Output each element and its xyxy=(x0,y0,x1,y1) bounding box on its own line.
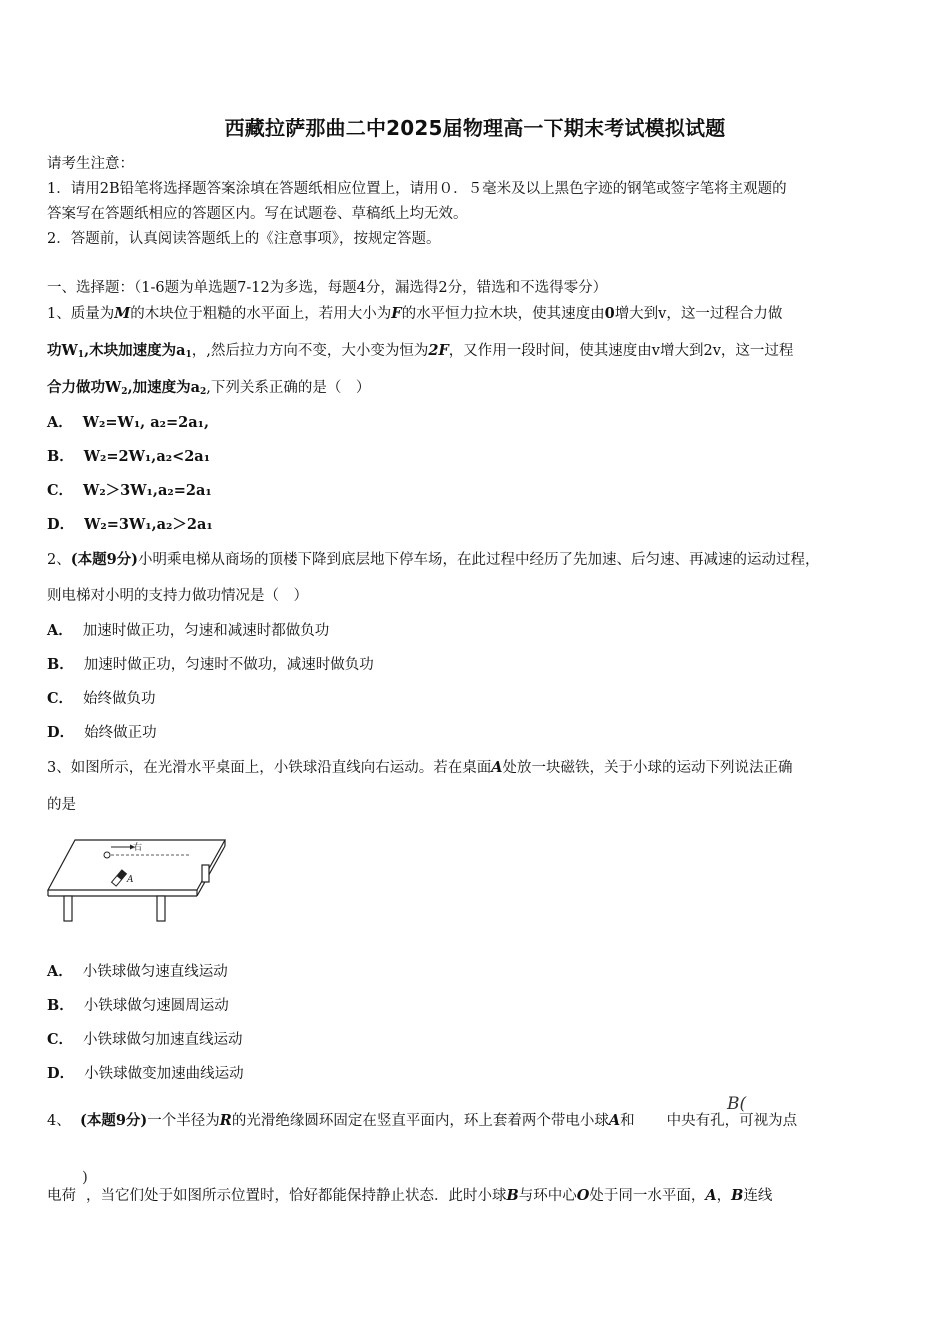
notice-heading: 请考生注意： xyxy=(47,156,134,172)
q1-line-2: 功$W_1$,木块加速度为$a_1$，,然后拉力方向不变，大小变为恒为2F，又作用一段时间，使其速度由v增大到2v，这一过程 xyxy=(47,342,794,360)
notice-line-1: 1．请用2B铅笔将选择题答案涂填在答题纸相应位置上，请用０．５毫米及以上黑色字迹的钢笔或签字笔将主观题的 xyxy=(47,181,787,197)
q3-option-d[interactable]: D． 小铁球做变加速曲线运动 xyxy=(47,1065,244,1082)
q1-option-a[interactable]: A． W₂=W₁, a₂=2a₁, xyxy=(47,414,210,431)
table-leg-back-right xyxy=(202,865,209,882)
magnet-label: A xyxy=(127,875,134,885)
q1-option-c[interactable]: C． W₂＞3W₁,a₂=2a₁ xyxy=(47,482,212,499)
q2-option-a[interactable]: A． 加速时做正功，匀速和减速时都做负功 xyxy=(47,622,330,639)
q2-option-c[interactable]: C． 始终做负功 xyxy=(47,690,156,707)
q3-line-2: 的是 xyxy=(47,797,76,813)
q2-option-b[interactable]: B． 加速时做正功，匀速时不做功，减速时做负功 xyxy=(47,656,374,673)
q2-line-2: 则电梯对小明的支持力做功情况是（ ） xyxy=(47,588,308,604)
table-leg-front-left xyxy=(64,896,72,921)
q4-line-1: 4、 (本题9分)一个半径为R的光滑绝缘圆环固定在竖直平面内，环上套着两个带电小球A和 中央有孔，可视为点 xyxy=(47,1112,798,1129)
iron-ball xyxy=(104,852,110,858)
notice-line-3: 2．答题前，认真阅读答题纸上的《注意事项》，按规定答题。 xyxy=(47,231,441,247)
table-leg-front-right xyxy=(157,896,165,921)
q3-option-c[interactable]: C． 小铁球做匀加速直线运动 xyxy=(47,1031,243,1048)
q4-b-fragment: B( xyxy=(727,1094,747,1114)
section-heading: 一、选择题：（1-6题为单选题7-12为多选，每题4分，漏选得2分，错选和不选得零分） xyxy=(47,280,608,296)
q1-option-b[interactable]: B． W₂=2W₁,a₂<2a₁ xyxy=(47,448,211,465)
table-magnet-figure xyxy=(45,835,230,927)
q1-option-d[interactable]: D． W₂=3W₁,a₂＞2a₁ xyxy=(47,516,213,533)
q2-line-1: 2、(本题9分)小明乘电梯从商场的顶楼下降到底层地下停车场，在此过程中经历了先加速、后匀速、再减速的运动过程， xyxy=(47,551,820,568)
notice-line-2: 答案写在答题纸相应的答题区内。写在试题卷、草稿纸上均无效。 xyxy=(47,206,468,222)
right-label: 右 xyxy=(133,843,143,853)
q3-line-1: 3、如图所示，在光滑水平桌面上，小铁球沿直线向右运动。若在桌面A处放一块磁铁，关于小球的运动下列说法正确 xyxy=(47,759,793,776)
q2-option-d[interactable]: D． 始终做正功 xyxy=(47,724,157,741)
q3-option-a[interactable]: A． 小铁球做匀速直线运动 xyxy=(47,963,228,980)
q4-close-paren: ) xyxy=(82,1168,88,1186)
q1-line-3: 合力做功$W_2$,加速度为$a_2$,下列关系正确的是（ ） xyxy=(47,379,371,397)
q3-option-b[interactable]: B． 小铁球做匀速圆周运动 xyxy=(47,997,229,1014)
q1-line-1: 1、质量为M的木块位于粗糙的水平面上，若用大小为F的水平恒力拉木块，使其速度由0增大到v，这一过程合力做 xyxy=(47,305,783,322)
q4-line-2: 电荷 ，当它们处于如图所示位置时，恰好都能保持静止状态．此时小球B与环中心O处于同一水平面，A，B连线 xyxy=(47,1187,773,1204)
page-title: 西藏拉萨那曲二中2025届物理高一下期末考试模拟试题 xyxy=(224,116,726,140)
